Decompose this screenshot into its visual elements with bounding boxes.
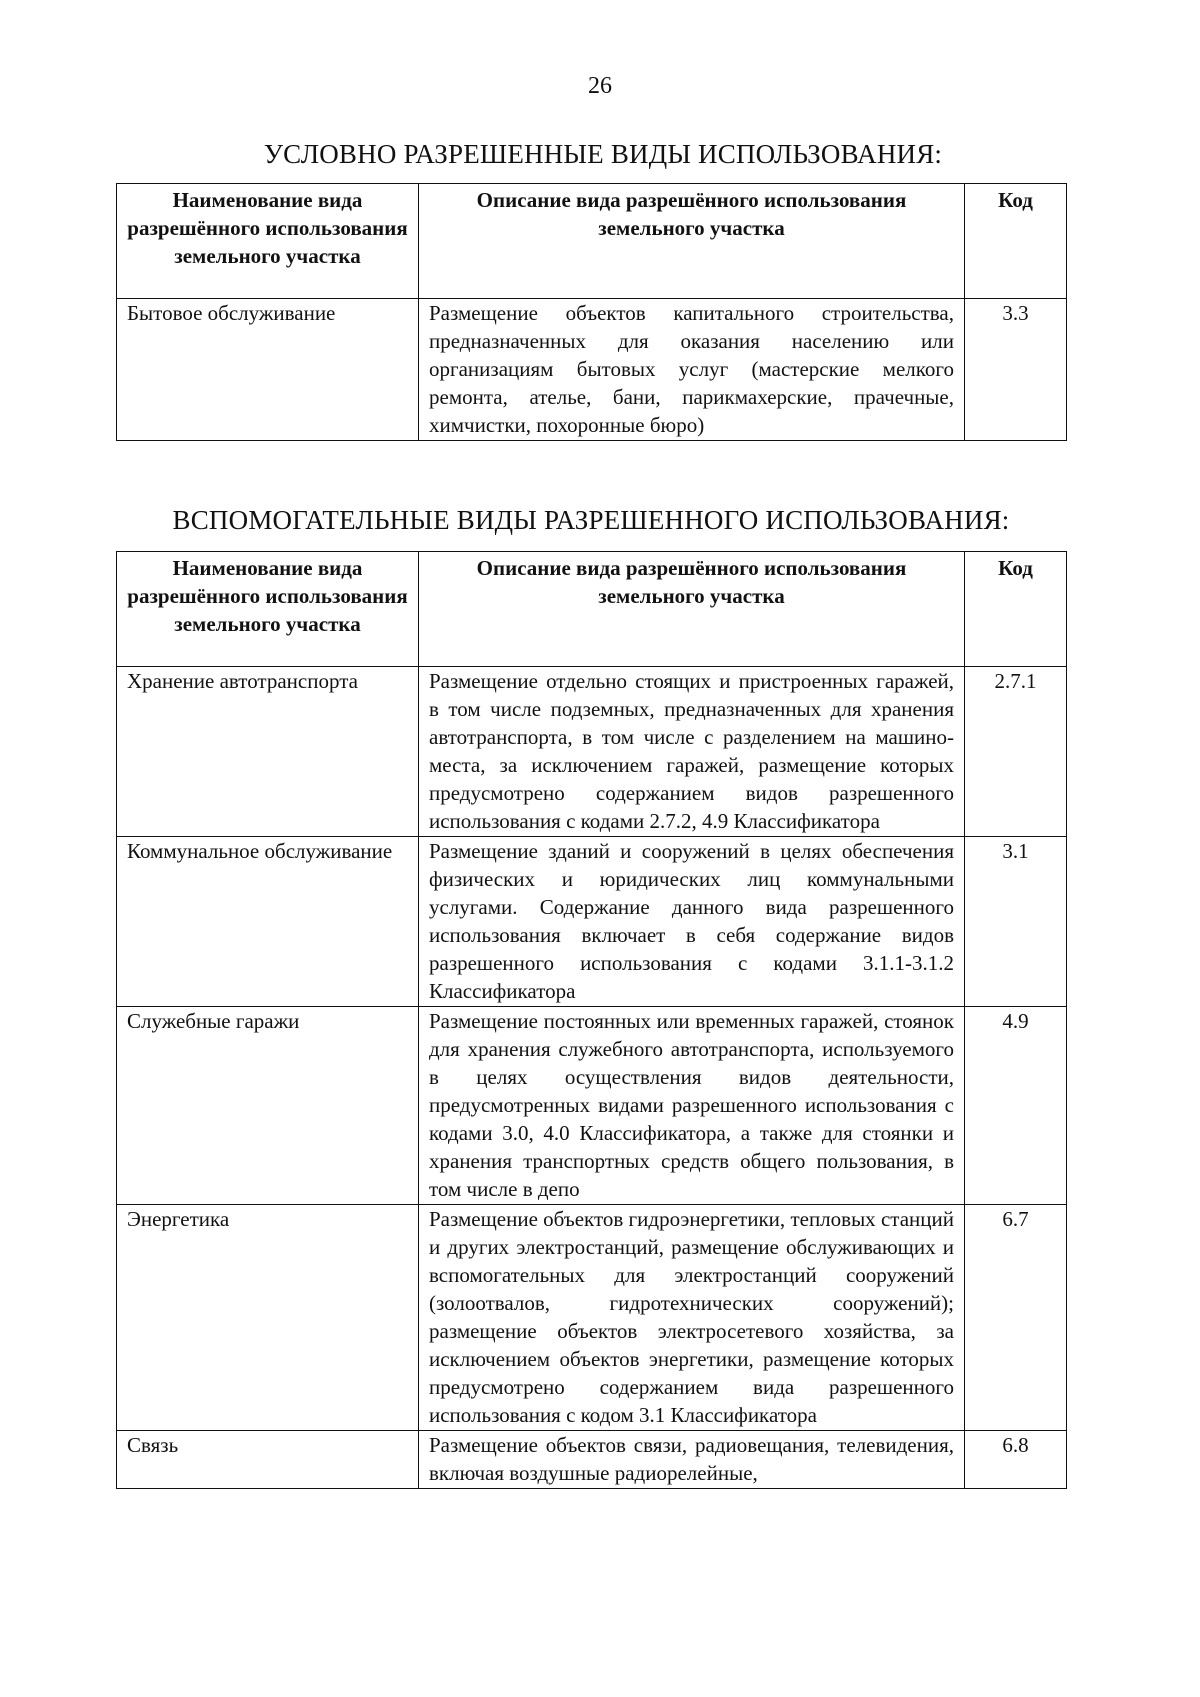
table-row [117, 837, 1067, 1007]
use-code: 6.7 [965, 1205, 1067, 1431]
use-description: Размещение постоянных или временных гаражей, стоянок для хранения служебного автотранспорта, используемого в целях осуществления видов деятельности, предусмотренных видами разрешенного использования с кодами 3.0, 4.0 Классификатора, а также для стоянки и хранения транспортных средств общего пользования, в том числе в депо [419, 1007, 965, 1205]
use-description: Размещение объектов гидроэнергетики, тепловых станций и других электростанций, размещение обслуживающих и вспомогательных для электростанций сооружений (золоотвалов, гидротехнических сооружений); размещение объектов электросетевого хозяйства, за исключением объектов энергетики, размещение которых предусмотрено содержанием вида разрешенного использования с кодом 3.1 Классификатора [419, 1205, 965, 1431]
table-row [117, 1431, 1067, 1489]
column-header-name: Наименование вида разрешённого использования земельного участка [117, 552, 419, 667]
use-name: Связь [117, 1431, 419, 1489]
column-header-name: Наименование вида разрешённого использования земельного участка [117, 184, 419, 299]
use-description: Размещение отдельно стоящих и пристроенных гаражей, в том числе подземных, предназначенных для хранения автотранспорта, в том числе с разделением на машино-места, за исключением гаражей, размещение которых предусмотрено содержанием видов разрешенного использования с кодами 2.7.2, 4.9 Классификатора [419, 667, 965, 837]
table-row [117, 1007, 1067, 1205]
section-title-conditional: УСЛОВНО РАЗРЕШЕННЫЕ ВИДЫ ИСПОЛЬЗОВАНИЯ: [263, 139, 943, 169]
table-conditional-uses [116, 183, 1067, 441]
table-row [117, 1205, 1067, 1431]
table-header-row [117, 552, 1067, 667]
use-name: Бытовое обслуживание [117, 299, 419, 441]
use-name: Энергетика [117, 1205, 419, 1431]
table-auxiliary-uses [116, 551, 1067, 1489]
use-code: 6.8 [965, 1431, 1067, 1489]
use-description: Размещение объектов капитального строительства, предназначенных для оказания населению или организациям бытовых услуг (мастерские мелкого ремонта, ателье, бани, парикмахерские, прачечные, химчистки, похоронные бюро) [419, 299, 965, 441]
table-row [117, 667, 1067, 837]
use-code: 3.3 [965, 299, 1067, 441]
use-description: Размещение объектов связи, радиовещания, телевидения, включая воздушные радиорелейные, [419, 1431, 965, 1489]
use-code: 2.7.1 [965, 667, 1067, 837]
column-header-description: Описание вида разрешённого использования земельного участка [419, 184, 965, 299]
section-title-auxiliary: ВСПОМОГАТЕЛЬНЫЕ ВИДЫ РАЗРЕШЕННОГО ИСПОЛЬЗОВАНИЯ: [172, 505, 1010, 535]
column-header-description: Описание вида разрешённого использования земельного участка [419, 552, 965, 667]
table-header-row [117, 184, 1067, 299]
table-row [117, 299, 1067, 441]
use-description: Размещение зданий и сооружений в целях обеспечения физических и юридических лиц коммунальными услугами. Содержание данного вида разрешенного использования включает в себя содержание видов разрешенного использования с кодами 3.1.1-3.1.2 Классификатора [419, 837, 965, 1007]
column-header-code: Код [965, 552, 1067, 667]
column-header-code: Код [965, 184, 1067, 299]
use-code: 4.9 [965, 1007, 1067, 1205]
use-code: 3.1 [965, 837, 1067, 1007]
use-name: Хранение автотранспорта [117, 667, 419, 837]
use-name: Служебные гаражи [117, 1007, 419, 1205]
page-number: 26 [588, 73, 612, 99]
use-name: Коммунальное обслуживание [117, 837, 419, 1007]
